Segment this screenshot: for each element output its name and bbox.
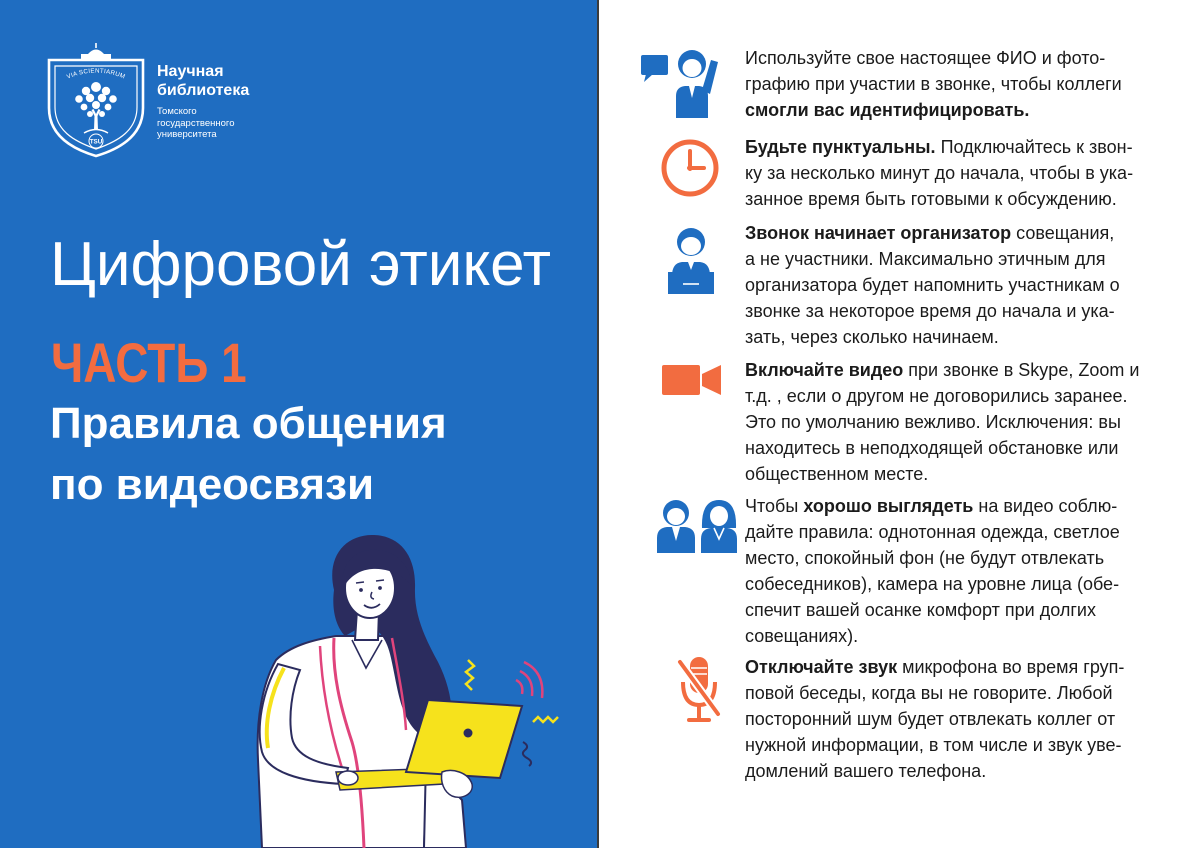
rule-text-segment: организатора будет напомнить участникам о — [745, 275, 1120, 295]
rule-emphasis: Будьте пунктуальны. — [745, 137, 936, 157]
rule-line — [745, 298, 1120, 324]
left-hand — [338, 771, 358, 785]
clock-icon — [660, 138, 720, 198]
rule-emphasis: хорошо выглядеть — [803, 496, 974, 516]
poster-title: Цифровой этикет — [50, 230, 551, 299]
rule-line — [745, 97, 1122, 123]
rule-text — [745, 134, 1133, 212]
rule-emphasis: Отключайте звук — [745, 657, 898, 677]
rule-text-segment: дайте правила: однотонная одежда, светлое — [745, 522, 1120, 542]
rule-text-segment: Чтобы — [745, 496, 804, 516]
rule-text-segment: место, спокойный фон (не будут отвлекать — [745, 548, 1105, 568]
rule-text-segment: спечит вашей осанке комфорт при долгих — [745, 600, 1096, 620]
rule-line — [745, 597, 1120, 623]
rule-line — [745, 758, 1124, 784]
rule-text-segment: совещаниях). — [745, 626, 859, 646]
logo-motto: VIA SCIENTIARUM — [65, 67, 127, 81]
rule-text-segment: зать, через сколько начинаем. — [745, 327, 999, 347]
sound-squiggle — [466, 660, 474, 690]
person-speech-bubble-icon — [638, 42, 720, 118]
tree-emblem-icon — [75, 82, 117, 133]
signal-arcs — [516, 662, 542, 698]
rule-text-segment: Это по умолчанию вежливо. Исключения: вы — [745, 412, 1121, 432]
rule-text-segment: графию при участии в звонке, чтобы коллеги — [745, 74, 1122, 94]
library-logo — [45, 42, 147, 158]
rule-line — [745, 272, 1120, 298]
library-name — [157, 62, 249, 100]
rule-line — [745, 246, 1120, 272]
logo-abbr: TSU — [89, 138, 103, 146]
library-name-line: библиотека — [157, 82, 250, 99]
rule-text — [745, 493, 1120, 649]
rule-text — [745, 220, 1120, 350]
sound-squiggle — [533, 717, 558, 722]
person-at-desk-icon — [664, 222, 718, 296]
rule-text-segment: домлений вашего телефона. — [745, 761, 987, 781]
rule-line — [745, 409, 1139, 435]
eye — [359, 588, 363, 592]
library-university-line: Томского — [157, 106, 197, 117]
library-university-line: государственного — [157, 117, 235, 129]
rule-line — [745, 160, 1133, 186]
rule-text-segment: звонке за некоторое время до начала и ука- — [745, 301, 1115, 321]
rule-text-segment: совещания, — [1011, 223, 1115, 243]
library-university — [157, 106, 234, 141]
university-building-icon — [81, 43, 111, 60]
rule-line — [745, 545, 1120, 571]
eye — [378, 586, 382, 590]
rule-line — [745, 324, 1120, 350]
sound-squiggle — [523, 742, 531, 766]
video-camera-icon — [660, 362, 724, 398]
rule-text-segment: общественном месте. — [745, 464, 929, 484]
rule-line — [745, 220, 1120, 246]
rule-text-segment: при звонке в Skype, Zoom и — [903, 360, 1140, 380]
rule-text — [745, 357, 1139, 487]
rule-text-segment: посторонний шум будет отвлекать коллег от — [745, 709, 1116, 729]
rule-text-segment: находитесь в неподходящей обстановке или — [745, 438, 1119, 458]
subtitle-line: по видеосвязи — [50, 460, 375, 509]
rule-line — [745, 357, 1139, 383]
rule-line — [745, 732, 1124, 758]
laptop-screen — [406, 700, 522, 778]
rule-line — [745, 680, 1124, 706]
library-university-line: университета — [157, 129, 217, 140]
rule-line — [745, 519, 1120, 545]
panel-divider — [597, 0, 599, 848]
woman-with-laptop-illustration — [230, 525, 597, 848]
rule-line — [745, 134, 1133, 160]
rule-text-segment: на видео соблю- — [973, 496, 1118, 516]
rule-line — [745, 571, 1120, 597]
rule-text-segment: собеседников), камера на уровне лица (обе- — [745, 574, 1120, 594]
svg-text:VIA SCIENTIARUM — [66, 67, 126, 80]
rule-text-segment: т.д. , если о другом не договорились заранее. — [745, 386, 1128, 406]
rule-emphasis: Звонок начинает организатор — [745, 223, 1012, 243]
rule-emphasis: Включайте видео — [745, 360, 904, 380]
two-people-icon — [655, 497, 743, 553]
rule-line — [745, 435, 1139, 461]
rule-line — [745, 654, 1124, 680]
rule-line — [745, 71, 1122, 97]
subtitle-line: Правила общения — [50, 399, 447, 448]
rule-line — [745, 623, 1120, 649]
rule-text-segment: Используйте свое настоящее ФИО и фото- — [745, 48, 1106, 68]
rule-text — [745, 654, 1124, 784]
rule-line — [745, 383, 1139, 409]
rule-text-segment: а не участники. Максимально этичным для — [745, 249, 1106, 269]
muted-microphone-icon — [676, 654, 722, 728]
library-name-line: Научная — [157, 63, 224, 80]
laptop-logo — [464, 729, 473, 738]
rule-line — [745, 493, 1120, 519]
rule-text — [745, 45, 1122, 123]
rule-line — [745, 45, 1122, 71]
rule-text-segment: Подключайтесь к звон- — [935, 137, 1133, 157]
rule-text-segment: микрофона во время груп- — [897, 657, 1125, 677]
rule-line — [745, 186, 1133, 212]
left-panel — [0, 0, 597, 848]
rule-line — [745, 706, 1124, 732]
rule-text-segment: ку за несколько минут до начала, чтобы в ука- — [745, 163, 1134, 183]
rule-text-segment: нужной информации, в том числе и звук уве- — [745, 735, 1122, 755]
rule-emphasis: смогли вас идентифицировать. — [745, 100, 1030, 120]
part-label: ЧАСТЬ 1 — [51, 331, 247, 394]
rule-text-segment: занное время быть готовыми к обсуждению. — [745, 189, 1117, 209]
rule-line — [745, 461, 1139, 487]
rule-text-segment: повой беседы, когда вы не говорите. Любой — [745, 683, 1113, 703]
